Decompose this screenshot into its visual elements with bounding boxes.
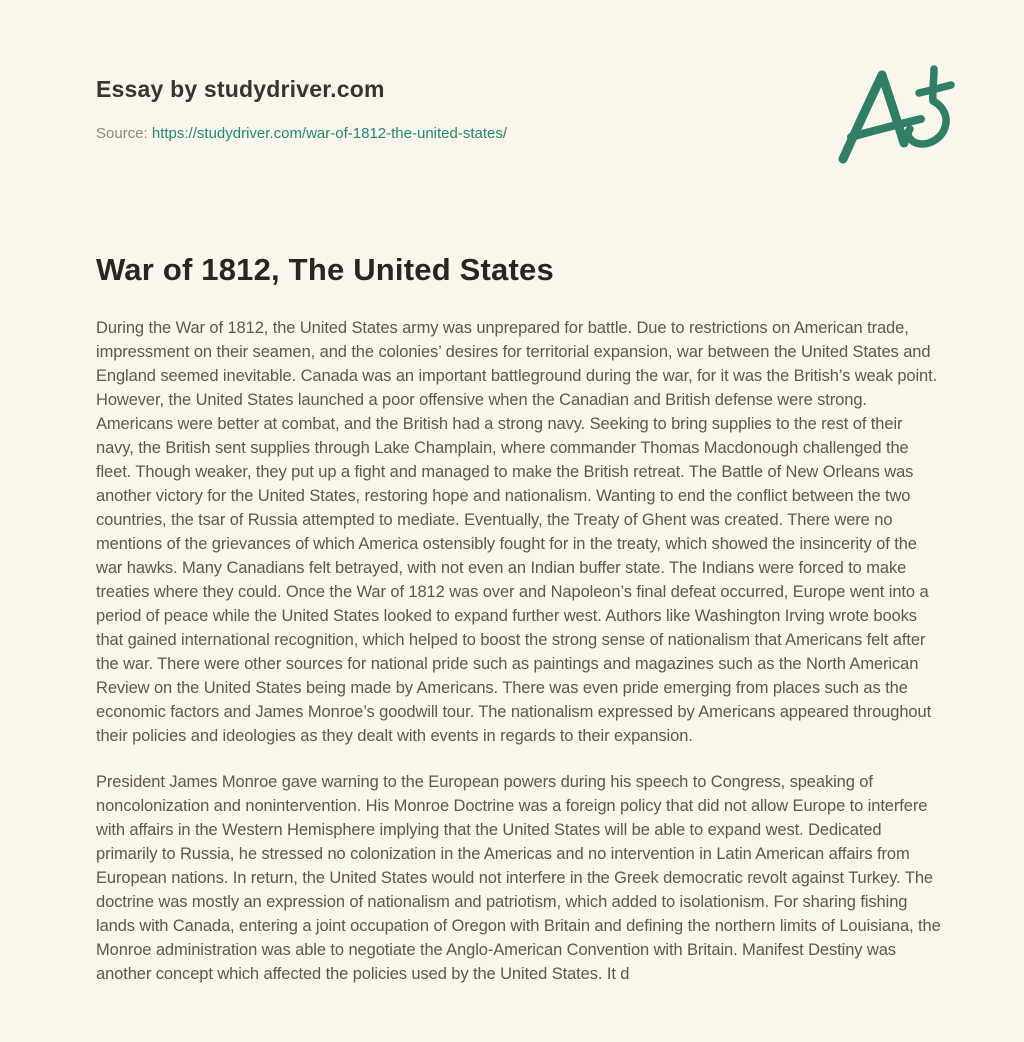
page-header [96, 76, 507, 142]
source-label: Source: [96, 125, 148, 142]
essay-article [96, 252, 941, 1008]
source-url-link[interactable]: https://studydriver.com/war-of-1812-the-united-states/ [151, 125, 508, 142]
essay-paragraph-1: During the War of 1812, the United States army was unprepared for battle. Due to restrictions on American trade, impressment on their seamen, and the colonies’ desires for territorial expansion, war between the United States and England seemed inevitable. Canada was an important battleground during the war, for it was the British’s weak point. However, the United States launched a poor offensive when the Canadian and British defense were strong. Americans were better at combat, and the British had a strong navy. Seeking to bring supplies to the rest of their navy, the British sent supplies through Lake Champlain, where commander Thomas Macdonough challenged the fleet. Though weaker, they put up a fight and managed to make the British retreat. The Battle of New Orleans was another victory for the United States, restoring hope and nationalism. Wanting to end the conflict between the two countries, the tsar of Russia attempted to mediate. Eventually, the Treaty of Ghent was created. There were no mentions of the grievances of which America ostensibly fought for in the treaty, which showed the insincerity of the war hawks. Many Canadians felt betrayed, with not even an Indian buffer state. The Indians were forced to make treaties where they could. Once the War of 1812 was over and Napoleon’s final defeat occurred, Europe went into a period of peace while the United States looked to expand further west. Authors like Washington Irving wrote books that gained international recognition, which helped to boost the strong sense of nationalism that Americans felt after the war. There were other sources for national pride such as paintings and magazines such as the North American Review on the United States being made by Americans. There was even pride emerging from places such as the economic factors and James Monroe’s goodwill tour. The nationalism expressed by Americans appeared throughout their policies and ideologies as they dealt with events in regards to their expansion. [96, 319, 938, 745]
a-plus-logo-svg [836, 62, 958, 164]
essay-paragraph-2: President James Monroe gave warning to the European powers during his speech to Congress, speaking of noncolonization and nonintervention. His Monroe Doctrine was a foreign policy that did not allow Europe to interfere with affairs in the Western Hemisphere implying that the United States will be able to expand west. Dedicated primarily to Russia, he stressed no colonization in the Americas and no intervention in Latin American affairs from European nations. In return, the United States would not interfere in the Greek democratic revolt against Turkey. The doctrine was mostly an expression of nationalism and patriotism, which added to isolationism. For sharing fishing lands with Canada, entering a joint occupation of Oregon with Britain and defining the northern limits of Louisiana, the Monroe administration was able to negotiate the Anglo-American Convention with Britain. Manifest Destiny was another concept which affected the policies used by the United States. It d [96, 773, 941, 983]
site-heading: Essay by studydriver.com [96, 76, 385, 102]
source-line [96, 125, 507, 142]
a-plus-logo-icon [836, 62, 958, 164]
essay-title: War of 1812, The United States [96, 252, 554, 287]
